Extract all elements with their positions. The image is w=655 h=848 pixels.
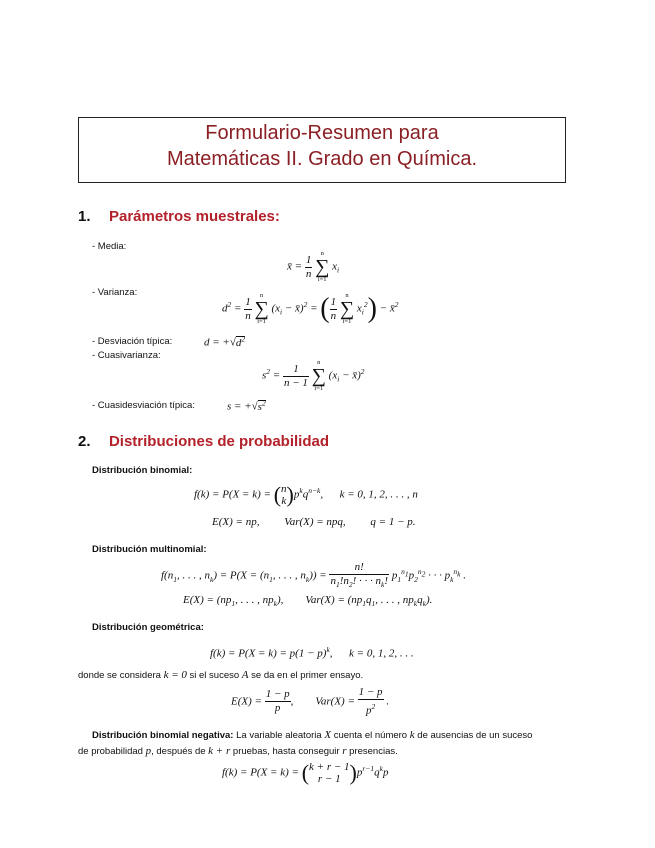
frac: $\frac{1}{n - 1}$ (283, 362, 308, 389)
formula-multinomial-moments: $E(X) = (np_1$, . . . , $np_k$), $Var(X) = (np_1q_1$, . . . , $np_kq_k$). (183, 594, 433, 609)
multinomial-label: Distribución multinomial: (92, 544, 207, 555)
item-media: - Media: (92, 241, 127, 252)
formula-geometrica-moments: E(X) = $\frac{1 - p}{p}$ , Var(X) = $\frac{1 - p}{p^2}$ . (231, 686, 390, 717)
item-cuasivarianza: - Cuasivarianza: (92, 350, 161, 361)
binomial-negativa-paragraph: Distribución binomial negativa: La variable aleatoria X cuenta el número k de ausencias de un suceso (92, 729, 533, 741)
binomial-negativa-label: Distribución binomial negativa: (92, 730, 234, 741)
section-1-title: Parámetros muestrales: (108, 208, 280, 225)
sum-operator: n ∑ i=1 (339, 292, 355, 325)
frac: $\frac{n!}{n_1!n_2! \cdot \cdot \cdot n_k!}$ (330, 561, 389, 590)
formula-media: x̄ = $\frac{1}{n}$ n ∑ i=1 $x_i$ (287, 250, 340, 283)
formula-cuasidesviacion: $s = +√s^2$ (227, 398, 266, 413)
geometrica-note: donde se considera k = 0 si el suceso A se da en el primer ensayo. (78, 669, 364, 681)
formula-multinomial: $f(n_1$, . . . , $n_k) = P(X = (n_1$, . . . , $n_k$)) = $\frac{n!}{n_1!n_2! \cdot \cdot \cdot n_k!}$ $p_1^{n_1}p_2^{n_2}$ · · · $p_k^{n_k}$ . (161, 561, 466, 590)
formula-geometrica: $f(k) = P(X = k) = p(1 - p)^k$, k = 0, 1, 2, . . . (210, 645, 414, 660)
item-varianza: - Varianza: (92, 287, 138, 298)
frac: $\frac{1}{n}$ (330, 295, 337, 322)
title-line-2: Matemáticas II. Grado en Química. (166, 148, 478, 170)
section-1-number: 1. (78, 208, 91, 225)
formula-varianza: $d^2$ = $\frac{1}{n}$ n ∑ i=1 ($x_i$ − x̄)$^2$ = ( $\frac{1}{n}$ n ∑ i=1 $x_i^2$) − x̄$^2$ (222, 292, 399, 325)
item-cuasidesviacion: - Cuasidesviación típica: (92, 400, 195, 411)
item-desviacion: - Desviación típica: (92, 336, 173, 347)
frac: $\frac{1}{n}$ (305, 253, 312, 280)
geometrica-label: Distribución geométrica: (92, 622, 204, 633)
sum-operator: n ∑ i=1 (254, 292, 269, 325)
formula-binomial-negativa: f(k) = P(X = k) = ( k + r − 1 r − 1 )$p^{r-1}q^kp$ (222, 760, 389, 785)
title-box (78, 117, 566, 183)
formula-desviacion: $d = +√d^2$ (204, 334, 246, 349)
title-line-1: Formulario-Resumen para (205, 122, 439, 144)
sum-operator: n ∑ i=1 (311, 359, 326, 392)
frac: $\frac{1 - p}{p}$ (265, 688, 290, 715)
section-1-heading (78, 208, 280, 226)
section-2-number: 2. (78, 433, 91, 450)
formula-binomial: f(k) = P(X = k) = ( n k )$p^kq^{n-k}$, k = 0, 1, 2, . . . , n (194, 482, 418, 507)
frac: $\frac{1}{n}$ (245, 295, 251, 322)
sum-operator: n ∑ i=1 (315, 250, 330, 283)
formula-cuasivarianza: $s^2$ = $\frac{1}{n - 1}$ n ∑ i=1 ($x_i$ − x̄)$^2$ (262, 359, 365, 392)
binomial-negativa-paragraph-2: de probabilidad p, después de k + r pruebas, hasta conseguir r presencias. (78, 745, 398, 757)
section-2-heading (78, 433, 329, 451)
binomial-label: Distribución binomial: (92, 465, 193, 476)
section-2-title: Distribuciones de probabilidad (108, 433, 329, 450)
formula-binomial-moments: E(X) = np, Var(X) = npq, q = 1 − p. (212, 516, 416, 528)
frac: $\frac{1 - p}{p^2}$ (358, 686, 383, 717)
